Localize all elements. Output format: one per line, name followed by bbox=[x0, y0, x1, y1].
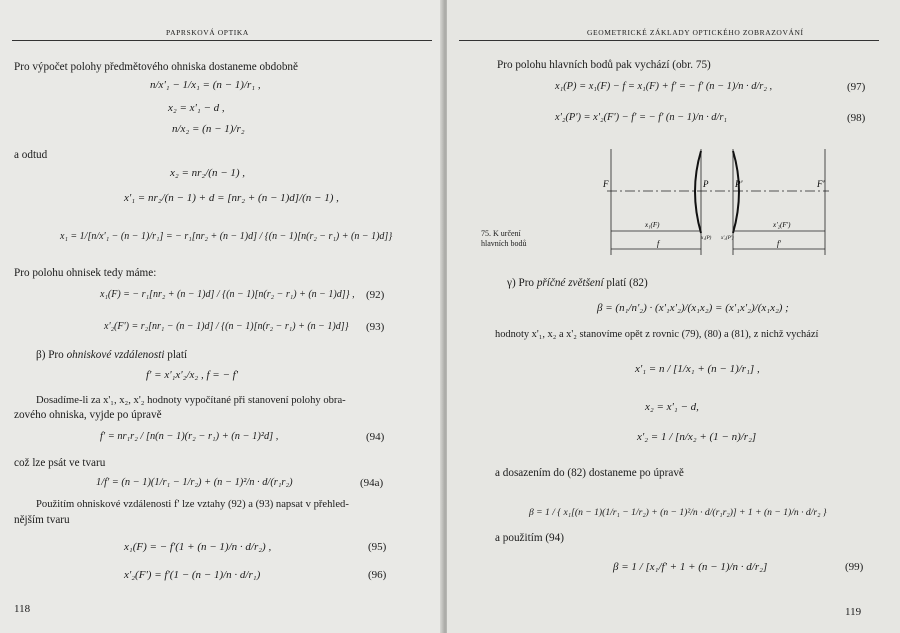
fig-label-f-point: F bbox=[603, 179, 609, 189]
dosad-line-1: Dosadíme-li za x'₁, x₂, x'₂ hodnoty vypočítané při stanovení polohy obra- bbox=[36, 395, 346, 406]
dosad-line-2: zového ohniska, vyjde po úpravě bbox=[14, 409, 162, 421]
equation-94a: 1/f' = (n − 1)(1/r₁ − 1/r₂) + (n − 1)²/n · d/(r₁r₂) bbox=[96, 477, 293, 488]
equation-96-number: (96) bbox=[368, 569, 387, 581]
equation-beta-long: β = 1 / { x₁[(n − 1)(1/r₁ − 1/r₂) + (n − 1)²/n · d/(r₁r₂)] + 1 + (n − 1)/n · d/r₂ } bbox=[529, 507, 827, 518]
equation-93: x'₂(F') = r₂[nr₁ − (n − 1)d] / {(n − 1)[n(r₂ − r₁) + (n − 1)d]} bbox=[104, 321, 349, 332]
fig-label-fprime: f' bbox=[777, 239, 781, 248]
pouziti-line-1: Použitím ohniskové vzdálenosti f' lze vztahy (92) a (93) napsat v přehled- bbox=[36, 499, 349, 510]
right-page-number: 119 bbox=[845, 606, 862, 618]
beta-emphasis: ohniskové vzdálenosti bbox=[66, 349, 165, 361]
focal-intro-text: Pro polohu ohnisek tedy máme: bbox=[14, 267, 157, 279]
equation-b: x₂ = x'₁ − d , bbox=[168, 102, 225, 114]
lens-surface-1 bbox=[695, 151, 701, 233]
equation-x2: x₂ = x'₁ − d, bbox=[645, 401, 699, 413]
fig-label-x2pp: x'₂(P') bbox=[721, 236, 734, 241]
equation-95-number: (95) bbox=[368, 541, 387, 553]
right-header-rule bbox=[459, 40, 879, 41]
right-running-header: GEOMETRICKÉ ZÁKLADY OPTICKÉHO ZOBRAZOVÁNÍ bbox=[587, 28, 804, 37]
main-intro-text: Pro polohu hlavních bodů pak vychází (obr. 75) bbox=[497, 59, 711, 71]
equation-x2-prime: x'₂ = 1 / [n/x₂ + (1 − n)/r₂] bbox=[637, 431, 757, 443]
equation-92: x₁(F) = − r₁[nr₂ + (n − 1)d] / {(n − 1)[n(r₂ − r₁) + (n − 1)d]} , bbox=[100, 289, 355, 300]
beta-suffix: platí bbox=[167, 349, 188, 361]
equation-95: x₁(F) = − f'(1 + (n − 1)/n · d/r₂) , bbox=[124, 541, 272, 553]
left-page-number: 118 bbox=[14, 603, 31, 615]
gamma-prefix: γ) Pro bbox=[507, 277, 535, 289]
equation-focal-def: f' = x'₁x'₂/x₂ , f = − f' bbox=[146, 369, 239, 381]
equation-97-number: (97) bbox=[847, 81, 866, 93]
intro-text: Pro výpočet polohy předmětového ohniska dostaneme obdobně bbox=[14, 61, 298, 73]
equation-e: x'₁ = nr₂/(n − 1) + d = [nr₂ + (n − 1)d]/(n − 1) , bbox=[124, 192, 339, 204]
equation-92-number: (92) bbox=[366, 289, 385, 301]
equation-d: x₂ = nr₂/(n − 1) , bbox=[170, 167, 246, 179]
equation-c: n/x₂ = (n − 1)/r₂ bbox=[172, 123, 245, 135]
fig-label-x1p: x₁(P) bbox=[701, 236, 712, 241]
pouzitim-94-text: a použitím (94) bbox=[495, 532, 564, 544]
beta-prefix: β) Pro bbox=[36, 349, 64, 361]
equation-x1-prime: x'₁ = n / [1/x₁ + (n − 1)/r₁] , bbox=[635, 363, 760, 375]
fig-label-pprime: P' bbox=[735, 179, 743, 189]
equation-94-number: (94) bbox=[366, 431, 385, 443]
lens-surface-2 bbox=[733, 151, 739, 233]
equation-99: β = 1 / [x₁/f' + 1 + (n − 1)/n · d/r₂] bbox=[613, 561, 768, 573]
fig-label-x1f: x₁(F) bbox=[645, 221, 660, 229]
fig-label-x2pf: x'₂(F') bbox=[773, 221, 791, 229]
equation-94: f' = nr₁r₂ / [n(n − 1)(r₂ − r₁) + (n − 1)²d] , bbox=[100, 431, 279, 442]
left-header-rule bbox=[12, 40, 432, 41]
equation-96: x'₂(F') = f'(1 − (n − 1)/n · d/r₁) bbox=[124, 569, 261, 581]
figure-caption-line-1: 75. K určení bbox=[481, 229, 521, 238]
dosazenim-text: a dosazením do (82) dostaneme po úpravě bbox=[495, 467, 684, 479]
beta-heading bbox=[36, 350, 187, 361]
gamma-emphasis: příčné zvětšení bbox=[536, 277, 604, 289]
equation-93-number: (93) bbox=[366, 321, 385, 333]
fig-label-p: P bbox=[703, 179, 709, 189]
fig-label-f: f bbox=[657, 239, 660, 248]
equation-f: x₁ = 1/[n/x'₁ − (n − 1)/r₁] = − r₁[nr₂ + (n − 1)d] / {(n − 1)[n(r₂ − r₁) + (n − 1)d]} bbox=[60, 231, 393, 242]
figure-caption-line-2: hlavních bodů bbox=[481, 239, 527, 248]
equation-a: n/x'₁ − 1/x₁ = (n − 1)/r₁ , bbox=[150, 79, 261, 91]
fig-label-fprime-point: F' bbox=[817, 179, 825, 189]
hodnoty-text: hodnoty x'₁, x₂ a x'₂ stanovíme opět z rovnic (79), (80) a (81), z nichž vychází bbox=[495, 329, 819, 340]
equation-beta-82: β = (n₁/n'₂) · (x'₁x'₂)/(x₁x₂) = (x'₁x'₂)/(x₁x₂) ; bbox=[597, 302, 789, 314]
equation-98: x'₂(P') = x'₂(F') − f' = − f' (n − 1)/n · d/r₁ bbox=[555, 112, 728, 123]
left-page bbox=[0, 0, 445, 633]
equation-94a-number: (94a) bbox=[360, 477, 384, 489]
principal-points-figure bbox=[597, 145, 837, 263]
left-running-header: PAPRSKOVÁ OPTIKA bbox=[166, 28, 249, 37]
right-page bbox=[447, 0, 900, 633]
equation-99-number: (99) bbox=[845, 561, 864, 573]
equation-98-number: (98) bbox=[847, 112, 866, 124]
gamma-suffix: platí (82) bbox=[606, 277, 648, 289]
gamma-heading bbox=[507, 278, 648, 289]
pouziti-line-2: nějším tvaru bbox=[14, 514, 70, 526]
lze-text: což lze psát ve tvaru bbox=[14, 457, 106, 469]
a-odtud-text: a odtud bbox=[14, 149, 48, 161]
equation-97: x₁(P) = x₁(F) − f = x₁(F) + f' = − f' (n − 1)/n · d/r₂ , bbox=[555, 81, 773, 92]
